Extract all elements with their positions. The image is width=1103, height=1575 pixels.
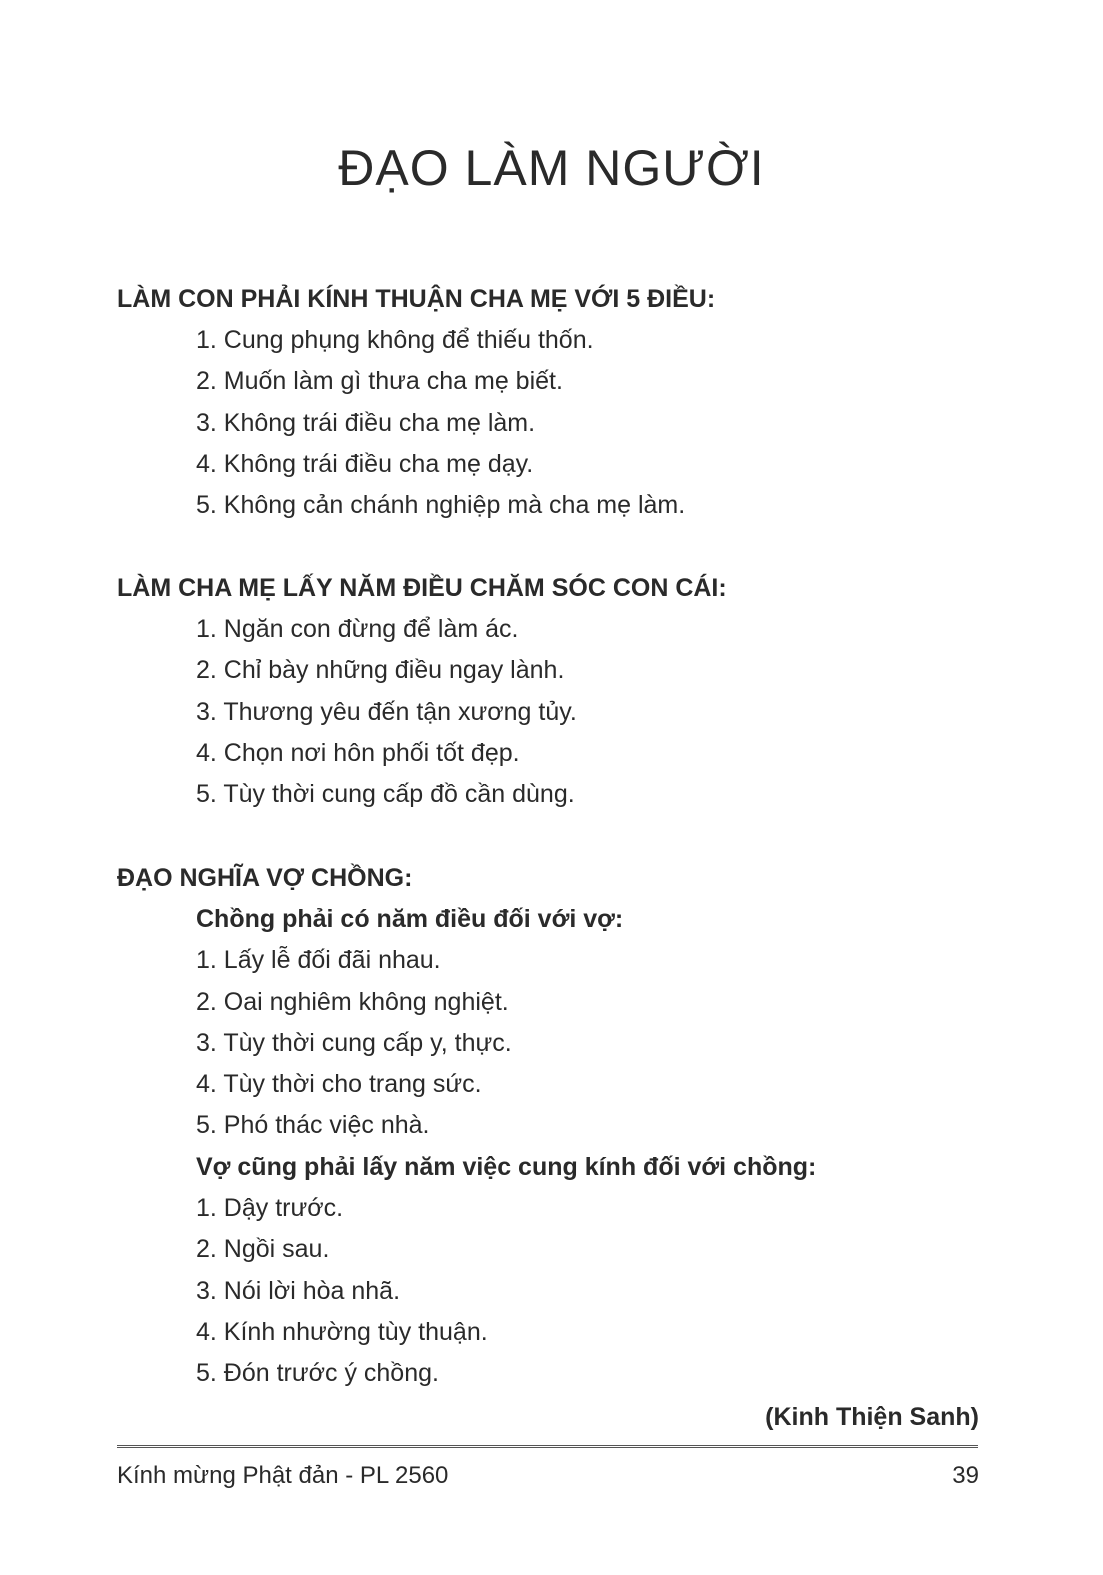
list-item: 1. Cung phụng không để thiếu thốn.: [196, 326, 594, 354]
subheading-wife: Vợ cũng phải lấy năm việc cung kính đối với chồng:: [196, 1152, 817, 1181]
footer-title: Kính mừng Phật đản - PL 2560: [117, 1462, 449, 1489]
section-spouse-duties: [117, 858, 997, 1395]
list-item: 2. Muốn làm gì thưa cha mẹ biết.: [196, 367, 563, 396]
list-item: 5. Đón trước ý chồng.: [196, 1359, 439, 1388]
section-heading: LÀM CHA MẸ LẤY NĂM ĐIỀU CHĂM SÓC CON CÁI:: [117, 574, 727, 602]
list-item: 3. Tùy thời cung cấp y, thực.: [196, 1028, 512, 1057]
list-item: 1. Dậy trước.: [196, 1194, 344, 1223]
list-item: 1. Ngăn con đừng để làm ác.: [196, 615, 519, 643]
list-item: 5. Tùy thời cung cấp đồ cần dùng.: [196, 780, 575, 809]
section-parents-duties: [117, 568, 997, 815]
source-citation: (Kinh Thiện Sanh): [765, 1403, 979, 1431]
page-number: 39: [952, 1462, 979, 1489]
duty-list: [117, 940, 997, 1146]
list-item: 5. Phó thác việc nhà.: [196, 1111, 430, 1140]
page-title: ĐẠO LÀM NGƯỜI: [338, 140, 765, 196]
list-item: 4. Tùy thời cho trang sức.: [196, 1070, 482, 1099]
list-item: 1. Lấy lễ đối đãi nhau.: [196, 946, 441, 975]
section-heading: LÀM CON PHẢI KÍNH THUẬN CHA MẸ VỚI 5 ĐIỀU:: [117, 285, 716, 313]
list-item: 4. Kính nhường tùy thuận.: [196, 1317, 488, 1346]
list-item: 4. Không trái điều cha mẹ dạy.: [196, 449, 534, 478]
list-item: 3. Không trái điều cha mẹ làm.: [196, 408, 536, 437]
duty-list: [117, 609, 997, 815]
duty-list: [117, 320, 997, 526]
section-children-duties: [117, 279, 997, 526]
list-item: 2. Chỉ bày những điều ngay lành.: [196, 656, 565, 685]
subheading-husband: Chồng phải có năm điều đối với vợ:: [196, 905, 624, 933]
list-item: 2. Ngồi sau.: [196, 1235, 330, 1264]
footer-divider: [117, 1445, 978, 1448]
section-heading: ĐẠO NGHĨA VỢ CHỒNG:: [117, 864, 413, 892]
list-item: 3. Thương yêu đến tận xương tủy.: [196, 697, 577, 726]
list-item: 2. Oai nghiêm không nghiệt.: [196, 987, 509, 1016]
list-item: 5. Không cản chánh nghiệp mà cha mẹ làm.: [196, 491, 686, 520]
list-item: 4. Chọn nơi hôn phối tốt đẹp.: [196, 738, 520, 767]
list-item: 3. Nói lời hòa nhã.: [196, 1276, 401, 1305]
duty-list: [117, 1188, 997, 1394]
